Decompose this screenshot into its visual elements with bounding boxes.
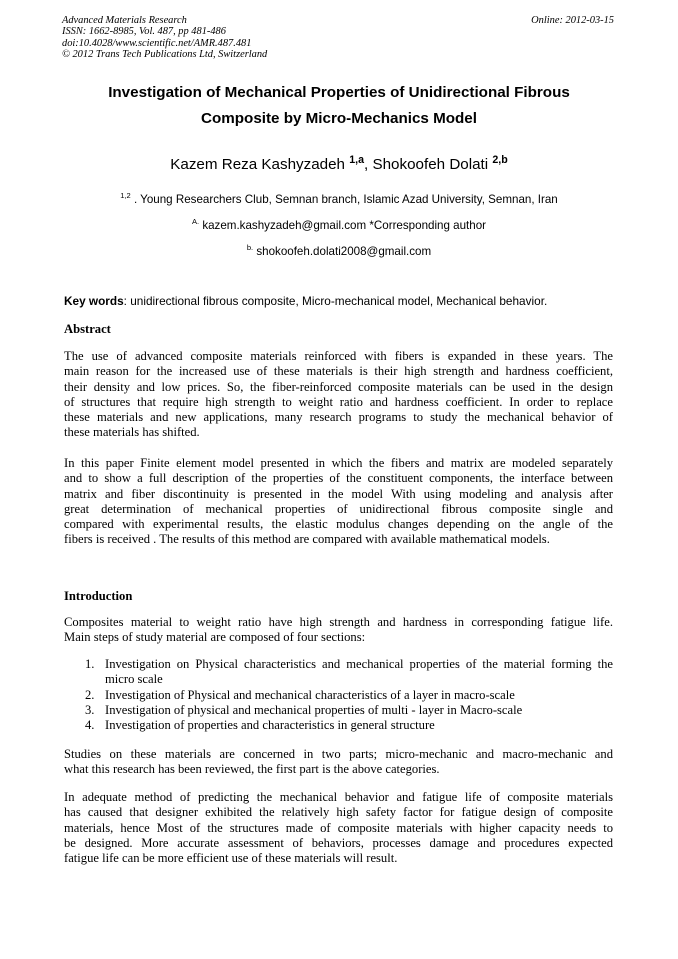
text-line: these materials and new applications, many research programs to study the mechanical behavior of — [64, 410, 613, 425]
list-item-number: 1. — [85, 657, 95, 671]
list-item-number: 4. — [85, 718, 95, 733]
text-line: Main steps of study material are composed of four sections: — [64, 630, 366, 645]
text-line: great determination of mechanical properties of unidirectional fibrous composite single and — [64, 501, 613, 516]
list-item-text: Investigation of properties and characteristics in general structure — [105, 718, 435, 733]
keywords-text: : unidirectional fibrous composite, Micro-mechanical model, Mechanical behavior. — [123, 294, 548, 308]
list-item — [64, 657, 613, 688]
online-date: Online: 2012-03-15 — [531, 15, 614, 26]
list-item-text: Investigation of Physical and mechanical characteristics of a layer in macro-scale — [105, 687, 515, 702]
author-1-name: Kazem Reza Kashyzadeh — [170, 156, 346, 173]
text-line: fatigue life can be more efficient use of these materials will result. — [64, 851, 398, 866]
list-item — [64, 688, 613, 703]
abstract-paragraph-2 — [64, 456, 613, 548]
issn-line: ISSN: 1662-8985, Vol. 487, pp 481-486 — [62, 26, 226, 38]
text-line: Composites material to weight ratio have high strength and hardness in corresponding fatigue life. — [64, 615, 613, 629]
text-line: matrix and fiber discontinuity is presented in the model With using modeling and analysis after — [64, 486, 613, 501]
text-line: compared with experimental results, the elastic modulus changes depending on the angle of the — [64, 517, 613, 532]
keywords-label: Key words — [64, 294, 124, 308]
text-line: has caused that designer exhibited the relatively high safety factor for fatigue design of composite — [64, 805, 613, 820]
intro-paragraph-1 — [64, 615, 613, 646]
list-item-number: 3. — [85, 702, 95, 717]
steps-list — [64, 657, 613, 733]
abstract-paragraph-1 — [64, 349, 613, 441]
author-2-name: Shokoofeh Dolati — [372, 156, 489, 173]
paper-title — [64, 80, 614, 132]
list-item — [64, 718, 613, 733]
affiliation — [64, 192, 614, 207]
email-b-sup: b. — [246, 243, 254, 253]
author-separator: , — [364, 156, 373, 173]
title-line-2: Composite by Micro-Mechanics Model — [201, 110, 477, 127]
text-line: The use of advanced composite materials reinforced with fibers is expanded in these years. The — [64, 349, 613, 363]
text-line: fibers is received . The results of this method are compared with available mathematical models. — [64, 532, 550, 547]
text-line: In this paper Finite element model presented in which the fibers and matrix are modeled separately — [64, 456, 613, 470]
list-item-number: 2. — [85, 687, 95, 702]
text-line: and to show a full description of the properties of the constituent components, the interface between — [64, 471, 613, 486]
text-line: these materials has shifted. — [64, 425, 200, 440]
list-item — [64, 703, 613, 718]
author-1-sup: 1,a — [349, 153, 365, 166]
doi-line: doi:10.4028/www.scientific.net/AMR.487.481 — [62, 37, 252, 49]
text-line: In adequate method of predicting the mechanical behavior and fatigue life of composite materials — [64, 790, 613, 804]
journal-name: Advanced Materials Research — [62, 15, 187, 26]
list-item-text: Investigation of physical and mechanical properties of multi - layer in Macro-scale — [105, 702, 523, 717]
journal-header — [62, 15, 267, 61]
text-line: be designed. More accurate assessment of behaviors, processes damage and procedures expected — [64, 835, 613, 850]
copyright-line: © 2012 Trans Tech Publications Ltd, Switzerland — [62, 49, 268, 61]
affiliation-sup: 1,2 — [120, 191, 131, 201]
intro-paragraph-3 — [64, 790, 613, 866]
email-a-sup: A. — [191, 217, 200, 227]
list-item-text: Investigation on Physical characteristics and mechanical properties of the material forming the micro scale — [105, 657, 613, 687]
introduction-heading: Introduction — [64, 589, 133, 603]
keywords — [64, 294, 614, 309]
email-b-line — [64, 244, 614, 259]
abstract-heading: Abstract — [64, 322, 111, 336]
email-a: kazem.kashyzadeh@gmail.com *Corresponding author — [202, 219, 487, 232]
text-line: main reason for the increased use of these materials is their high strength and hardness coefficient, — [64, 364, 613, 379]
text-line: what this research has been reviewed, the first part is the above categories. — [64, 762, 440, 777]
text-line: their density and low prices. So, the fiber-reinforced composite materials can be used in the design — [64, 379, 613, 394]
text-line: Studies on these materials are concerned in two parts; micro-mechanic and macro-mechanic and — [64, 747, 613, 761]
text-line: of structures that require high strength to weight ratio and hardness coefficient. In order to replace — [64, 394, 613, 409]
author-2-sup: 2,b — [492, 153, 508, 166]
text-line: materials, hence Most of the structures made of composite materials with higher capacity needs to — [64, 820, 613, 835]
author-list — [64, 155, 614, 175]
intro-paragraph-2 — [64, 747, 613, 778]
title-line-1: Investigation of Mechanical Properties of Unidirectional Fibrous — [108, 84, 570, 101]
affiliation-text: . Young Researchers Club, Semnan branch, Islamic Azad University, Semnan, Iran — [130, 193, 558, 206]
email-b: shokoofeh.dolati2008@gmail.com — [256, 245, 432, 258]
email-a-line — [64, 218, 614, 233]
